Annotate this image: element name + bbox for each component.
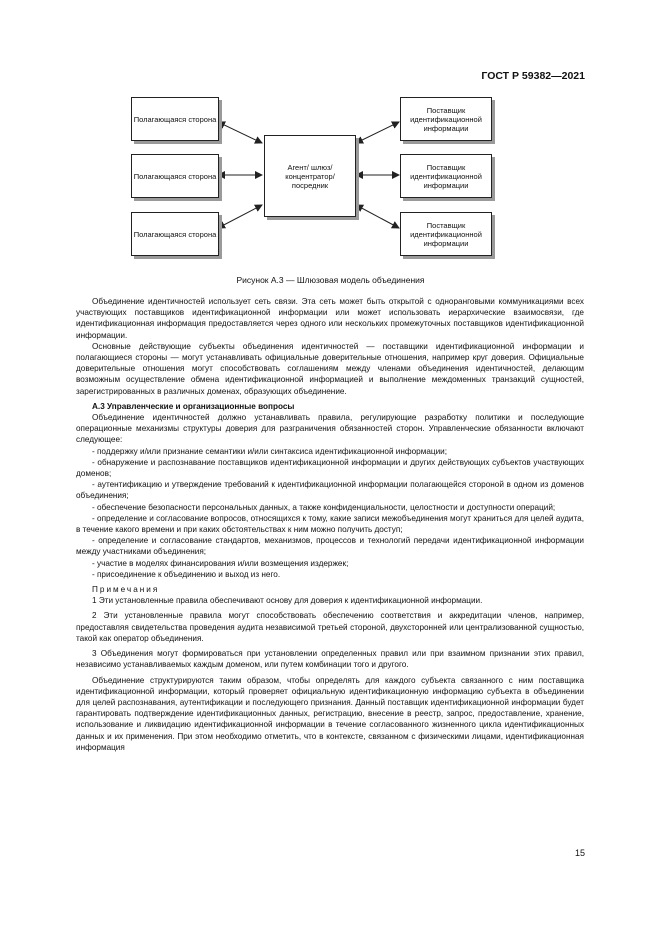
relying-party-box-2 — [131, 154, 219, 198]
page-number: 15 — [574, 848, 585, 858]
note: 3 Объединения могут формироваться при установлении определенных правил или при взаимном признании этих правил, независимо устанавливаемых каждым доменом, или путем комбинации того и другого. — [76, 649, 584, 670]
standard-number: ГОСТ Р 59382—2021 — [481, 70, 585, 82]
list-item: - обеспечение безопасности персональных данных, а также конфиденциальности, целостности и доступности операций; — [92, 502, 556, 512]
note: 1 Эти установленные правила обеспечивают основу для доверия к идентификационной информации. — [92, 596, 483, 606]
identity-provider-box-2 — [400, 154, 492, 198]
notes-title: Примечания — [92, 585, 160, 595]
list-item: - определение и согласование вопросов, относящихся к тому, какие записи межобъединения могут храниться для целей аудита, в течение какого времени и при каких обстоятельствах к ним можно получить доступ; — [76, 513, 584, 535]
identity-provider-box-1 — [400, 97, 492, 141]
paragraph: Объединение идентичностей должно устанавливать правила, регулирующие разработку политики и последующие операционные механизмы структуры доверия для разграничения обязанностей сторон. Управленческие обязанности включают следующее: — [76, 413, 584, 445]
arrow-right-top — [356, 122, 399, 143]
relying-party-label: Полагающаяся сторона — [133, 229, 217, 239]
relying-party-label: Полагающаяся сторона — [133, 114, 217, 124]
identity-provider-box-3 — [400, 212, 492, 256]
list-item: - присоединение к объединению и выход из него. — [92, 569, 281, 579]
gateway-agent-box — [264, 135, 356, 217]
paragraph: Объединение идентичностей использует сеть связи. Эта сеть может быть открытой с одноранговыми коммуникациями всех участвующих поставщиков идентификационной информации или может использовать иерархические взаимосвязи, где идентификационная информация предоставляется через одного или нескольких промежуточных поставщиков идентификационной информации. — [76, 297, 584, 340]
note: 2 Эти установленные правила могут способствовать обеспечению соответствия и аккредитации членов, например, предоставляя свидетельства проведения аудита независимой третьей стороной, двухсторонней или централизованной сущностью, такой как оператор объединения. — [76, 611, 584, 643]
relying-party-box-3 — [131, 212, 219, 256]
list-item: - поддержку и/или признание семантики и/или синтаксиса идентификационной информации; — [92, 446, 448, 456]
list-item: - обнаружение и распознавание поставщиков идентификационной информации и других действующих субъектов участвующих доменов; — [76, 457, 584, 479]
gateway-model-diagram — [0, 0, 661, 270]
identity-provider-label: Поставщик идентификационной информации — [410, 220, 482, 248]
relying-party-label: Полагающаяся сторона — [133, 171, 217, 181]
identity-provider-label: Поставщик идентификационной информации — [410, 162, 482, 190]
relying-party-box-1 — [131, 97, 219, 141]
paragraph: Объединение структурируются таким образом, чтобы определять для каждого субъекта связанного с ним поставщика идентификационной информации, который проверяет официальную идентификационную информацию субъекта в объединении для целей распознавания, аутентификации и последующего признания. Данный поставщик идентификационной информации будет гарантировать подтверждение идентификационных данных, регистрацию, внесение в реестр, запрос, предоставление, хранение, использование и ликвидацию идентификационной информации в течение согласованного жизненного цикла идентификационных данных и их применения. При этом необходимо отметить, что в контексте, связанном с физическими лицами, идентификационная информация — [76, 675, 584, 752]
arrow-left-bottom — [218, 205, 262, 228]
gateway-agent-label: Агент/ шлюз/ концентратор/ посредник — [285, 162, 335, 190]
arrow-left-top — [218, 122, 262, 143]
paragraph: Основные действующие субъекты объединения идентичностей — поставщики идентификационной информации и полагающиеся стороны — могут устанавливать официальные доверительные отношения, например круг доверия. Официальные доверительные отношения могут способствовать соглашениям между членами объединения идентичностей, делающим возможным осуществление обмена идентификационной информацией и выполнение междоменных транзакций сущностей, зарегистрированных в различных доменах, образующих объединение. — [76, 341, 584, 396]
arrow-right-bottom — [356, 205, 399, 228]
figure-caption: Рисунок А.3 — Шлюзовая модель объединения — [236, 275, 425, 285]
section-heading: А.3 Управленческие и организационные вопросы — [92, 401, 295, 411]
list-item: - аутентификацию и утверждение требований к идентификационной информации полагающейся стороной в одном из доменов объединения; — [76, 480, 584, 501]
body-text — [76, 296, 584, 753]
list-item: - участие в моделях финансирования и/или возмещения издержек; — [92, 558, 349, 568]
list-item: - определение и согласование стандартов, механизмов, процессов и технологий передачи идентификационной информации между участниками объединения; — [76, 536, 584, 557]
identity-provider-label: Поставщик идентификационной информации — [410, 105, 482, 133]
